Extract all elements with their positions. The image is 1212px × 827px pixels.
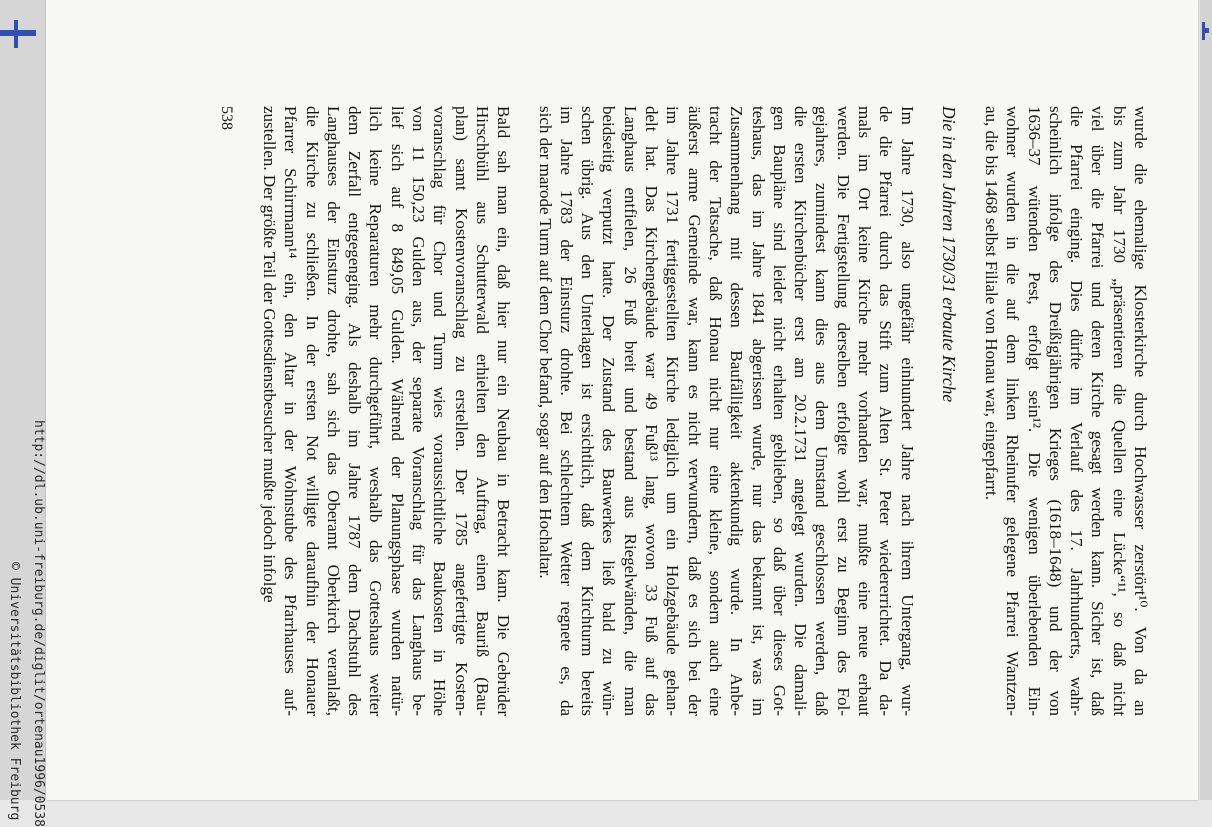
paragraph-2 (534, 106, 917, 716)
text-line: schen übrig. Aus den Unterlagen ist ersichtlich, daß dem Kirchturm bereits (578, 106, 598, 716)
text-line: gejahres, zumindest kann dies aus dem Umstand geschlossen werden, daß (812, 106, 832, 716)
text-line: gen Baupläne sind leider nicht erhalten geblieben, so daß über dieses Got- (769, 106, 789, 716)
text-line: die Kirche zu schließen. In der ersten Not willigte daraufhin der Honauer (302, 106, 322, 716)
text-line: lich keine Reparaturen mehr durchgeführt, weshalb das Gotteshaus weiter (366, 106, 386, 716)
text-line: Bald sah man ein, daß hier nur ein Neubau in Betracht kam. Die Gebrüder (494, 106, 514, 716)
text-line: wurde die ehemalige Klosterkirche durch Hochwasser zerstört¹⁰. Von da an (1131, 106, 1150, 716)
copyright-notice: © Universitätsbibliothek Freiburg (7, 562, 22, 821)
text-line: Langhauses der Einsturz drohte, sah sich das Oberamt Oberkirch veranlaßt, (323, 106, 343, 716)
text-line: 1636–37 wütenden Pest, erfolgt sein¹². Die wenigen überlebenden Ein- (1024, 106, 1044, 716)
text-line: im Jahre 1783 der Einsturz drohte. Bei schlechtem Wetter regnete es, da (556, 106, 576, 716)
text-line: mals im Ort keine Kirche mehr vorhanden war, mußte eine neue erbaut (855, 106, 875, 716)
text-line: dem Zerfall entgegenging. Als deshalb im Jahre 1787 dem Dachstuhl des (345, 106, 365, 716)
text-line: delt hat. Das Kirchengebäude war 49 Fuß¹³ lang, wovon 33 Fuß auf das (642, 106, 662, 716)
text-line: plan) samt Kostenvoranschlag zu erstellen. Der 1785 angefertigte Kosten- (451, 106, 471, 716)
text-line: die ersten Kirchenbücher erst am 20.2.1731 angelegt wurden. Die damali- (791, 106, 811, 716)
text-line: lief sich auf 8 849,05 Gulden. Während der Planungsphase wurden natür- (387, 106, 407, 716)
scanned-book-page (46, 0, 1198, 800)
text-line: tracht der Tatsache, daß Honau nicht nur eine kleine, sondern auch eine (705, 106, 725, 716)
text-line: im Jahre 1731 fertiggestellten Kirche lediglich um ein Holzgebäude gehan- (663, 106, 683, 716)
text-line: die Pfarrei einging. Dies dürfte im Verlauf des 17. Jahrhunderts, wahr- (1067, 106, 1087, 716)
text-line: au, die bis 1468 selbst Filiale von Honau war, eingepfarrt. (981, 106, 1001, 501)
text-line: scheinlich infolge des Dreißigjährigen Krieges (1618–1648) und der von (1045, 106, 1065, 716)
watermark-strip (7, 0, 48, 827)
text-line: Im Jahre 1730, also ungefähr einhundert Jahre nach ihrem Untergang, wur- (897, 106, 917, 716)
page-text-block (151, 106, 1151, 746)
text-line: Hirschbühl aus Schutterwald erhielten den Auftrag, einen Bauriß (Bau- (472, 106, 492, 716)
text-line: beidseitig verputzt hatte. Der Zustand des Bauwerkes ließ bald zu wün- (599, 106, 619, 716)
text-line: äußerst arme Gemeinde war, kann es nicht verwundern, daß es sich bei der (684, 106, 704, 716)
text-line: voranschlag für Chor und Turm wies voraussichtliche Baukosten in Höhe (430, 106, 450, 716)
text-line: wohner wurden in die auf dem linken Rheinufer gelegene Pfarrei Wantzen- (1003, 106, 1023, 716)
text-line: de die Pfarrei durch das Stift zum Alten St. Peter wiedererrichtet. Da da- (876, 106, 896, 716)
text-line: zustellen. Der größte Teil der Gottesdienstbesucher mußte jedoch infolge (260, 106, 280, 603)
source-url: http://dl.ub.uni-freiburg.de/diglit/ortenau1996/0538 (31, 420, 46, 827)
right-scan-margin (1200, 0, 1212, 800)
text-line: Pfarrer Schirrmann¹⁴ ein, den Altar in der Wohnstube des Pfarrhauses auf- (281, 106, 301, 716)
text-line: viel über die Pfarrei und deren Kirche gesagt werden kann. Sicher ist, daß (1088, 106, 1108, 716)
section-heading: Die in den Jahren 1730/31 erbaute Kirche (938, 106, 959, 403)
text-line: Zusammenhang mit dessen Baufälligkeit aktenkundig wurde. In Anbe- (727, 106, 747, 716)
page-number: 538 (217, 106, 235, 130)
text-line: sich der marode Turm auf dem Chor befand, sogar auf den Hochaltar. (535, 106, 555, 579)
text-line: teshaus, das im Jahre 1841 abgerissen wurde, nur das bekannt ist, was im (748, 106, 768, 716)
text-line: von 11 150,23 Gulden aus, der separate Voranschlag für das Langhaus be- (409, 106, 429, 716)
text-line: bis zum Jahr 1730 „präsentieren die Quellen eine Lücke“¹¹, so daß nicht (1109, 106, 1129, 716)
library-logo-icon (1202, 22, 1210, 40)
paragraph-3 (259, 106, 515, 716)
paragraph-1 (981, 106, 1151, 716)
text-line: werden. Die Fertigstellung derselben erfolgte wohl erst zu Beginn des Fol- (833, 106, 853, 716)
text-line: Langhaus entfielen, 26 Fuß breit und bestand aus Riegelwänden, die man (620, 106, 640, 716)
